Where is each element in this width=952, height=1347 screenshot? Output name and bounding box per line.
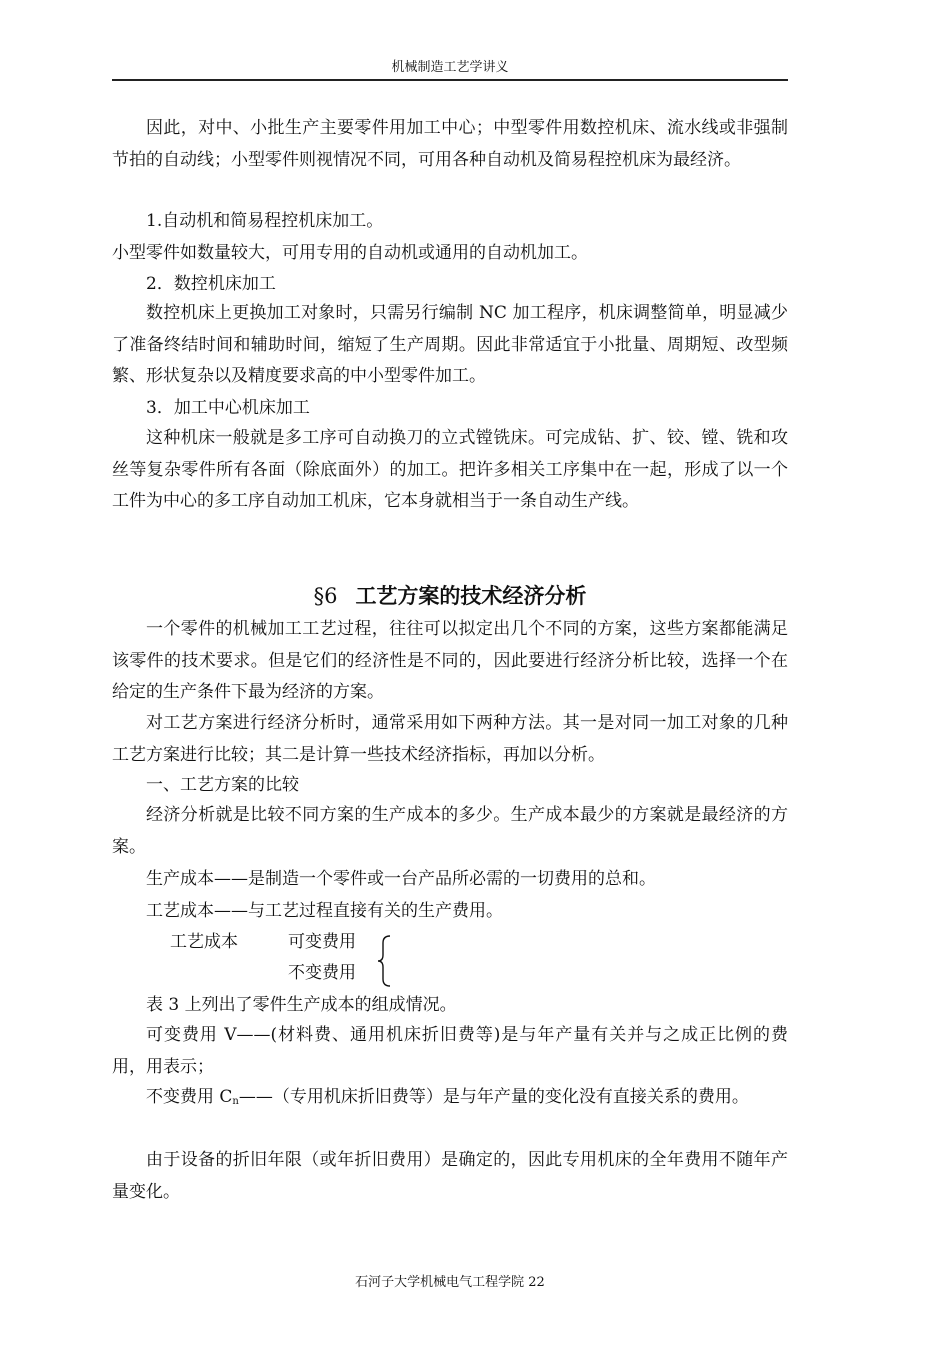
item1-text: 小型零件如数量较大，可用专用的自动机或通用的自动机加工。: [112, 243, 588, 263]
variable-cost-definition: 可变费用 V——(材料费、通用机床折旧费等)是与年产量有关并与之成正比例的费用，用表示；: [112, 1025, 788, 1077]
item2-text: 数控机床上更换加工对象时，只需另行编制 NC 加工程序，机床调整简单，明显减少了准备终结时间和辅助时间，缩短了生产周期。因此非常适宜于小批量、周期短、改型频繁、形状复杂以及精度要求高的中小型零件加工。: [112, 303, 788, 386]
cost-fixed-item: 不变费用: [288, 963, 356, 983]
item3-text: 这种机床一般就是多工序可自动换刀的立式镗铣床。可完成钻、扩、铰、镗、铣和攻丝等复杂零件所有各面（除底面外）的加工。把许多相关工序集中在一起，形成了以一个工件为中心的多工序自动加工机床，它本身就相当于一条自动生产线。: [112, 428, 788, 511]
fixed-cost-subscript: n: [232, 1096, 239, 1107]
section-title: [112, 582, 788, 610]
section-symbol: §6: [313, 584, 338, 608]
paragraph-intro: 因此，对中、小批生产主要零件用加工中心；中型零件用数控机床、流水线或非强制节拍的自动线；小型零件则视情况不同，可用各种自动机及简易程控机床为最经济。: [112, 118, 788, 170]
paragraph-depreciation: 由于设备的折旧年限（或年折旧费用）是确定的，因此专用机床的全年费用不随年产量变化。: [112, 1150, 788, 1202]
fixed-cost-prefix: 不变费用 C: [146, 1087, 233, 1107]
page-header: 机械制造工艺学讲义: [391, 60, 509, 75]
cost-variable-item: 可变费用: [288, 932, 356, 952]
section-title-text: 工艺方案的技术经济分析: [355, 583, 587, 608]
header-rule: [112, 79, 788, 81]
cost-breakdown-label: 工艺成本: [170, 932, 238, 952]
item3-title: 3．加工中心机床加工: [146, 398, 310, 418]
paragraph-overview: 一个零件的机械加工工艺过程，往往可以拟定出几个不同的方案，这些方案都能满足该零件的技术要求。但是它们的经济性是不同的，因此要进行经济分析比较，选择一个在给定的生产条件下最为经济的方案。: [112, 619, 788, 702]
definition-process-cost: 工艺成本——与工艺过程直接有关的生产费用。: [146, 901, 503, 921]
page-footer: 石河子大学机械电气工程学院 22: [355, 1275, 545, 1290]
fixed-cost-rest: ——（专用机床折旧费等）是与年产量的变化没有直接关系的费用。: [238, 1087, 749, 1107]
paragraph-economic-analysis: 经济分析就是比较不同方案的生产成本的多少。生产成本最少的方案就是最经济的方案。: [112, 805, 788, 857]
subheading-comparison: 一、工艺方案的比较: [146, 775, 299, 795]
item2-title: 2．数控机床加工: [146, 274, 276, 294]
fixed-cost-definition: [112, 1082, 788, 1118]
brace-icon: [376, 934, 394, 988]
table-reference: 表 3 上列出了零件生产成本的组成情况。: [146, 995, 457, 1015]
paragraph-methods: 对工艺方案进行经济分析时，通常采用如下两种方法。其一是对同一加工对象的几种工艺方案进行比较；其二是计算一些技术经济指标，再加以分析。: [112, 713, 788, 765]
item1-title: 1.自动机和简易程控机床加工。: [146, 211, 384, 231]
definition-production-cost: 生产成本——是制造一个零件或一台产品所必需的一切费用的总和。: [146, 869, 656, 889]
